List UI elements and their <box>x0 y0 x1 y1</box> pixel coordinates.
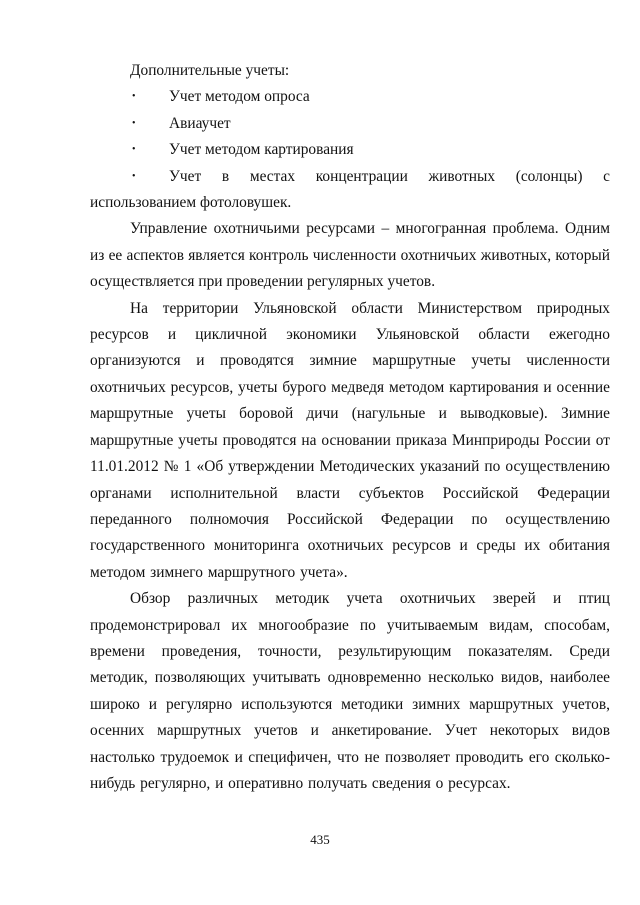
list-item-text: Учет методом опроса <box>169 88 310 106</box>
paragraph-methods-review: Обзор различных методик учета охотничьих зверей и птиц продемонстрировал их многообразие по учитываемым видам, способам, времени проведения, точности, результирующим показателям. Среди методик, позволяющих учитывать одновременно несколько видов, наиболее широко и регулярно используются методики зимних маршрутных учетов, осенних маршрутных учетов и анкетирование. Учет некоторых видов настолько трудоемок и специфичен, что не позволяет проводить его сколько-нибудь регулярно, и оперативно получать сведения о ресурсах. <box>90 590 610 792</box>
list-item <box>90 111 610 137</box>
list-item <box>90 84 610 110</box>
list-item-text: Авиаучет <box>169 114 231 132</box>
bullet-icon: • <box>132 170 136 182</box>
paragraph-resource-management: Управление охотничьими ресурсами – многогранная проблема. Одним из ее аспектов является контроль численности охотничьих животных, который осуществляется при проведении регулярных учетов. <box>90 220 610 291</box>
additional-census-list <box>90 84 610 216</box>
list-item-text: Учет методом картирования <box>169 141 354 159</box>
list-item-text: Учет в местах концентрации животных (солонцы) с использованием фотоловушек. <box>90 167 610 212</box>
intro-heading: Дополнительные учеты: <box>130 62 290 79</box>
list-item <box>90 137 610 163</box>
document-page <box>90 58 610 797</box>
bullet-icon: • <box>132 91 136 103</box>
list-item <box>90 164 610 217</box>
paragraph-ulyanovsk-census: На территории Ульяновской области Министерством природных ресурсов и цикличной экономики Ульяновской области ежегодно организуются и проводятся зимние маршрутные учеты численности охотничьих ресурсов, учеты бурого медведя методом картирования и осенние маршрутные учеты боровой дичи (нагульные и выводковые). Зимние маршрутные учеты проводятся на основании приказа Минприроды России от 11.01.2012 № 1 «Об утверждении Методических указаний по осуществлению органами исполнительной власти субъектов Российской Федерации переданного полномочия Российской Федерации по осуществлению государственного мониторинга охотничьих ресурсов и среды их обитания методом зимнего маршрутного учета». <box>90 299 610 581</box>
bullet-icon: • <box>132 144 136 156</box>
page-number: 435 <box>310 832 330 847</box>
bullet-icon: • <box>132 117 136 129</box>
